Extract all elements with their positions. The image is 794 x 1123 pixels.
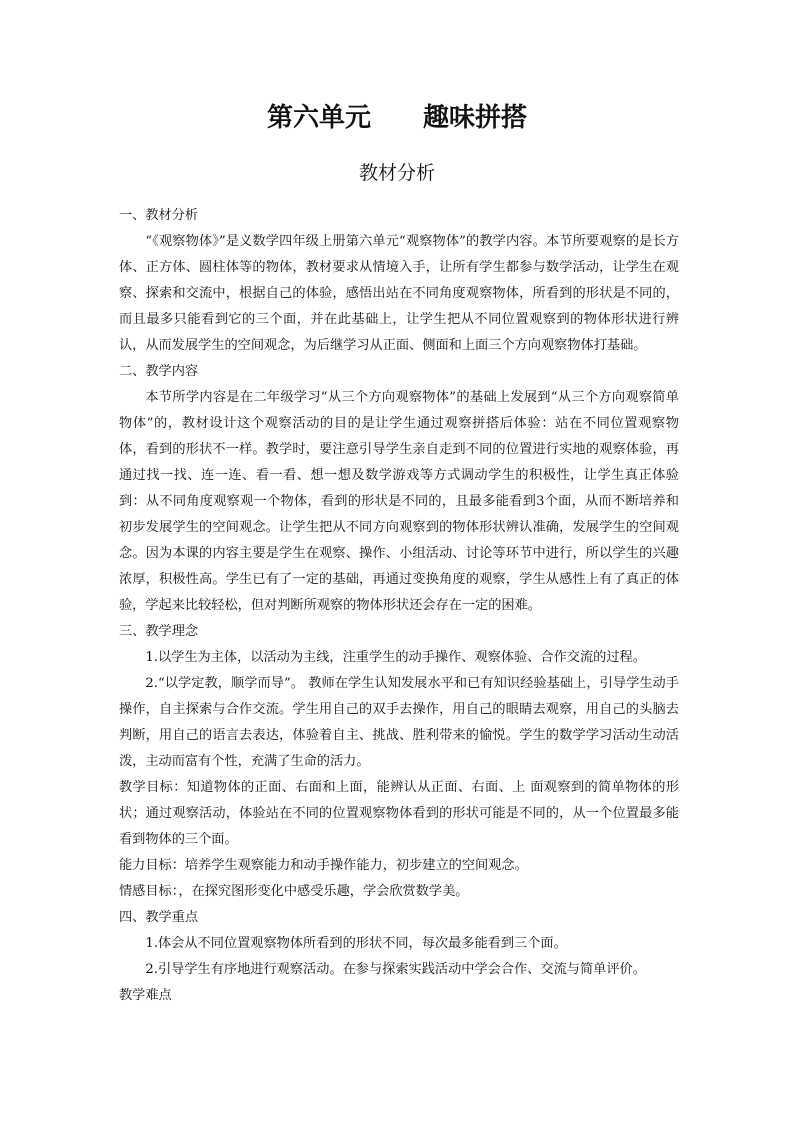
- section-heading-content: 二、教学内容: [119, 364, 199, 379]
- page-title: 第六单元 趣味拼搭: [266, 103, 527, 133]
- paragraph-analysis: “《观察物体》”是义数学四年级上册第六单元“观察物体”的教学内容。本节所要观察的是长方体、正方体、圆柱体等的物体，教材要求从情境入手，让所有学生都参与数学活动，让学生在观察、探索和交流中，根据自己的体验，感悟出站在不同角度观察物体，所看到的形状是不同的，而且最多只能看到它的三个面，并在此基础上，让学生把从不同位置观察到的物体形状进行辨认，从而发展学生的空间观念，为后继学习从正面、侧面和上面三个方向观察物体打基础。: [119, 234, 679, 353]
- section-heading-philosophy: 三、教学理念: [119, 624, 199, 639]
- paragraph-keypoint-2: 2.引导学生有序地进行观察活动。在参与探索实践活动中学会合作、交流与简单评价。: [145, 962, 646, 977]
- paragraph-philosophy-1: 1.以学生为主体，以活动为主线，注重学生的动手操作、观察体验、合作交流的过程。: [145, 650, 646, 665]
- section-heading-analysis: 一、教材分析: [119, 208, 199, 223]
- paragraph-content: 本节所学内容是在二年级学习“从三个方向观察物体”的基础上发展到“从三个方向观察简单物体”的，教材设计这个观察活动的目的是让学生通过观察拼搭后体验：站在不同位置观察物体，看到的形状不一样。教学时，要注意引导学生亲自走到不同的位置进行实地的观察体验，再通过找一找、连一连、看一看、想一想及数学游戏等方式调动学生的积极性，让学生真正体验到：从不同角度观察观一个物体，看到的形状是不同的，且最多能看到3个面，从而不断培养和初步发展学生的空间观念。让学生把从不同方向观察到的物体形状辨认准确，发展学生的空间观念。因为本课的内容主要是学生在观察、操作、小组活动、讨论等环节中进行，所以学生的兴趣浓厚，积极性高。学生已有了一定的基础，再通过变换角度的观察，学生从感性上有了真正的体验，学起来比较轻松，但对判断所观察的物体形状还会存在一定的困难。: [119, 390, 679, 613]
- paragraph-keypoint-1: 1.体会从不同位置观察物体所看到的形状不同，每次最多能看到三个面。: [145, 936, 567, 951]
- document-body: [119, 203, 679, 1009]
- paragraph-philosophy-2: 2.“以学定教，顺学而导”。 教师在学生认知发展水平和已有知识经验基础上，引导学生动手操作，自主探索与合作交流。学生用自己的双手去操作，用自己的眼睛去观察，用自己的头脑去判断，用自己的语言去表达，体验着自主、挑战、胜利带来的愉悦。学生的数学学习活动生动活泼，主动而富有个性，充满了生命的活力。: [119, 676, 679, 769]
- goal-ability: 能力目标：培养学生观察能力和动手操作能力，初步建立的空间观念。: [119, 858, 528, 873]
- section-heading-keypoints: 四、教学重点: [119, 910, 199, 925]
- goal-knowledge: 教学目标：知道物体的正面、右面和上面，能辨认从正面、右面、上 面观察到的简单物体的形状；通过观察活动，体验站在不同的位置观察物体看到的形状可能是不同的，从一个位置最多能看到物体的三个面。: [119, 780, 679, 847]
- section-heading-difficulties: 教学难点: [119, 988, 172, 1003]
- page-subtitle: 教材分析: [358, 162, 435, 184]
- goal-emotion: 情感目标：，在探究图形变化中感受乐趣，学会欣赏数学美。: [119, 884, 469, 899]
